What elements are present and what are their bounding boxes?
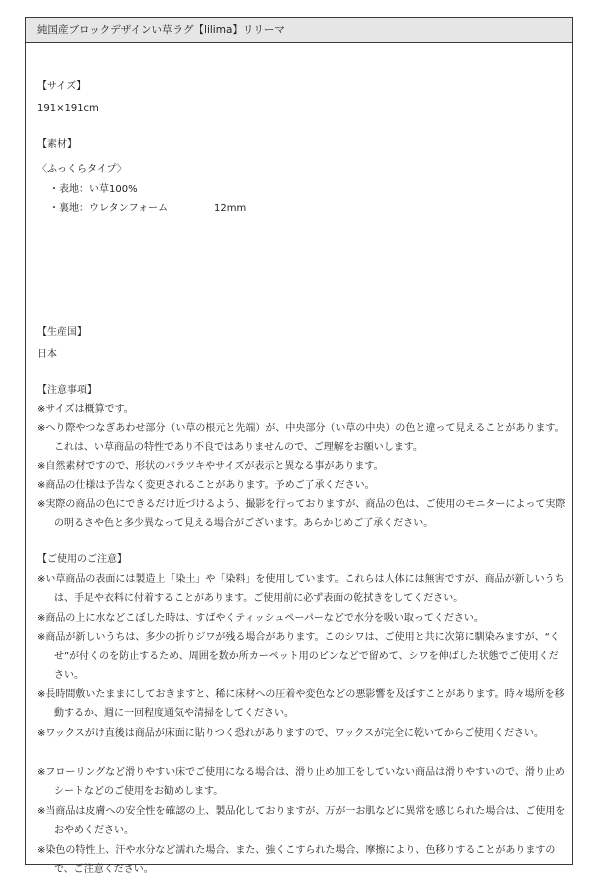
usage-item: ※長時間敷いたままにしておきますと、稀に床材への圧着や変色などの悪影響を及ぼすことがあります。時々場所を移動するか、週に一回程度通気や清掃をしてください。 — [37, 689, 565, 719]
usage-item: ※当商品は皮膚への安全性を確認の上、製品化しておりますが、万が一お肌などに異常を感じられた場合は、ご使用をおやめください。 — [37, 806, 566, 836]
caution-item: ※自然素材ですので、形状のバラツキやサイズが表示と異なる事があります。 — [37, 461, 384, 472]
product-title: 純国産ブロックデザインい草ラグ【lilima】リリーマ — [26, 18, 572, 43]
usage-item: ※ワックスがけ直後は商品が床面に貼りつく恐れがありますので、ワックスが完全に乾いてからご使用ください。 — [37, 728, 544, 739]
usage-item: ※商品が新しいうちは、多少の折りジワが残る場合があります。このシワは、ご使用と共に次第に馴染みますが、“くせ”が付くのを防止するため、周囲を数か所カーペット用のピンなどで留めて、シワを伸ばした状態でご使用ください。 — [37, 632, 560, 681]
material-heading: 【素材】 — [37, 139, 77, 150]
material-surface: ・表地：い草100% — [49, 184, 138, 195]
cautions-heading: 【注意事項】 — [37, 385, 97, 396]
origin-value: 日本 — [37, 349, 57, 360]
origin-heading: 【生産国】 — [37, 327, 87, 338]
usage-heading: 【ご使用のご注意】 — [37, 554, 127, 565]
usage-item: ※フローリングなど滑りやすい床でご使用になる場合は、滑り止め加工をしていない商品は滑りやすいので、滑り止めシートなどのご使用をお勧めします。 — [37, 767, 565, 797]
spec-panel — [25, 17, 573, 875]
spec-content — [37, 43, 566, 875]
material-back-label: ・裏地：ウレタンフォーム — [49, 203, 169, 214]
usage-item: ※い草商品の表面には製造上「染土」や「染料」を使用しています。これらは人体には無害ですが、商品が新しいうちは、手足や衣料に付着することがあります。ご使用前に必ず表面の乾拭きをしてください。 — [37, 574, 565, 604]
material-type: 〈ふっくらタイプ〉 — [37, 164, 127, 175]
caution-item: ※サイズは概算です。 — [37, 404, 134, 415]
caution-item: ※商品の仕様は予告なく変更されることがあります。予めご了承ください。 — [37, 480, 375, 491]
caution-item: ※へり際やつなぎあわせ部分（い草の根元と先端）が、中央部分（い草の中央）の色と違って見えることがあります。これは、い草商品の特性であり不良ではありませんので、ご理解をお願いします。 — [37, 423, 565, 453]
usage-item: ※商品の上に水などこぼした時は、すばやくティッシュペーパーなどで水分を吸い取ってください。 — [37, 613, 484, 624]
material-back — [49, 199, 309, 218]
size-value: 191×191cm — [37, 103, 99, 114]
usage-item: ※染色の特性上、汗や水分など濡れた場合、また、強くこすられた場合、摩擦により、色移りすることがありますので、ご注意ください。 — [37, 845, 556, 875]
caution-item: ※実際の商品の色にできるだけ近づけるよう、撮影を行っておりますが、商品の色は、ご使用のモニターによって実際の明るさや色と多少異なって見える場合がございます。あらかじめご了承ください。 — [37, 499, 566, 529]
size-heading: 【サイズ】 — [37, 81, 87, 92]
material-back-value: 12mm — [214, 203, 247, 214]
